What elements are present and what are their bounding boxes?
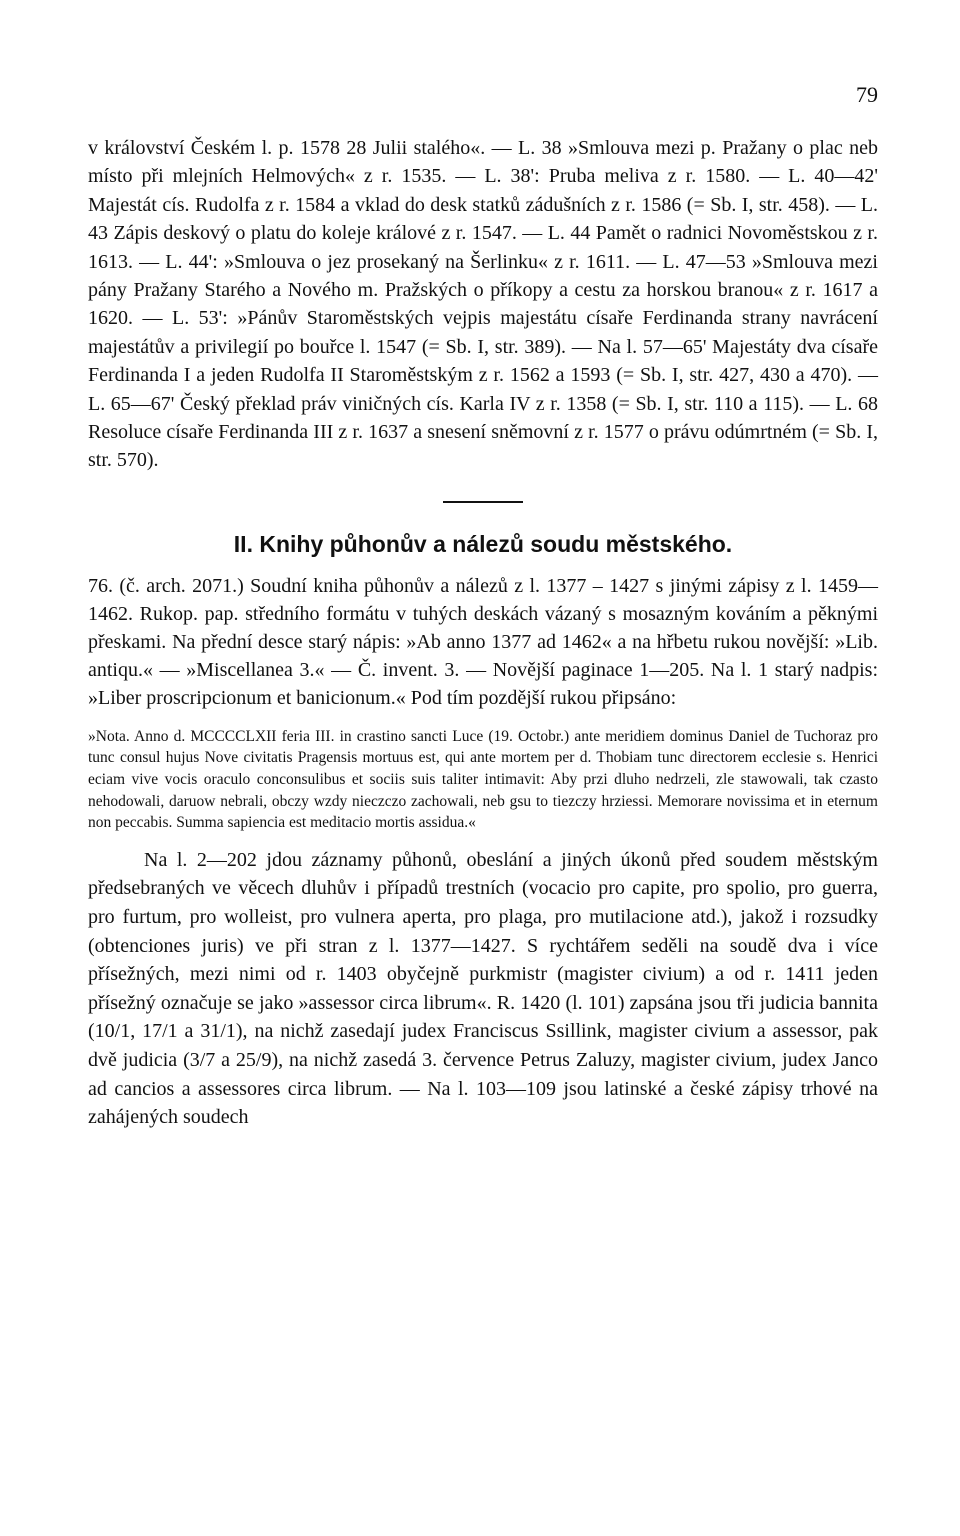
continuation-paragraph — [88, 134, 878, 475]
entry-76: 76. (č. arch. 2071.) Soudní kniha půhonův a nálezů z l. 1377 – 1427 s jinými zápisy z l. 1459—1462. Rukop. pap. středního formátu v tuhých deskách vázaný s mosazným kováním a pěknými přeskami. Na přední desce starý nápis: »Ab anno 1377 ad 1462« a na hřbetu rukou novější: »Lib. antiqu.« — »Miscellanea 3.« — Č. invent. 3. — Novější paginace 1—205. Na l. 1 starý nadpis: »Liber proscripcionum et banicionum.« Pod tím pozdější rukou připsáno: — [88, 574, 878, 709]
paragraph-text: v království Českém l. p. 1578 28 Julii stalého«. — L. 38 »Smlouva mezi p. Pražany o plac neb místo při mlejních Helmových« z r. 1535. — L. 38': Pruba meliva z r. 1580. — L. 40—42' Majestát cís. Rudolfa z r. 1584 a vklad do desk statků zádušních z r. 1586 (= Sb. I, str. 458). — L. 43 Zápis deskový o platu do koleje králové z r. 1547. — L. 44 Pamět o radnici Novoměstskou z r. 1613. — L. 44': »Smlouva o jez prosekaný na Šerlinku« z r. 1611. — L. 47—53 »Smlouva mezi pány Pražany Starého a Nového m. Pražských o příkopy a cestu za horskou branou« z r. 1617 a 1620. — L. 53': »Pánův Staroměstských vejpis majestátu císaře Ferdinanda strany navrácení majestátův a privilegií po bouřce l. 1547 (= Sb. I, str. 389). — Na l. 57—65' Majestáty dva císaře Ferdinanda I a jeden Rudolfa II Staroměstským z r. 1562 a 1593 (= Sb. I, str. 427, 430 a 470). — L. 65—67' Český překlad práv viničných cís. Karla IV z r. 1358 (= Sb. I, str. 110 a 115). — L. 68 Resoluce císaře Ferdinanda III z r. 1637 a snesení sněmovní z r. 1577 o právu odúmrtném (= Sb. I, str. 570). — [88, 137, 878, 472]
paragraph-records: Na l. 2—202 jdou záznamy půhonů, obeslání a jiných úkonů před soudem městským předsebraných ve věcech dluhův i případů trestních (vocacio pro capite, pro spolio, pro guerra, pro furtum, pro wolleist, pro vulnera aperta, pro plaga, pro mutilacione atd.), jakož i rozsudky (obtenciones juris) ve při stran z l. 1377—1427. S rychtářem seděli na soudě dva i více přísežných, mezi nimi od r. 1403 obyčejně purkmistr (magister civium) a od r. 1411 jeden přísežný označuje se jako »assessor circa librum«. R. 1420 (l. 101) zapsána jsou tři judicia bannita (10/1, 17/1 a 31/1), na nichž zasedají judex Franciscus Ssillink, magister civium a assessor, pak dvě judicia (3/7 a 25/9), na nichž zasedá 3. července Petrus Zaluzy, magister civium, judex Janco ad cancios a assessores circa librum. — Na l. 103—109 jsou latinské a české zápisy trhové na zahájených soudech — [88, 848, 878, 1129]
book-page — [88, 82, 878, 1132]
section-divider — [443, 501, 523, 503]
section-heading: II. Knihy půhonův a nálezů soudu městského. — [233, 530, 733, 557]
latin-quote: »Nota. Anno d. MCCCCLXII feria III. in crastino sancti Luce (19. Octobr.) ante meridiem dominus Daniel de Tuchoraz pro tunc consul hujus Nove civitatis Pragensis mortuus est, qui ante mortem per d. Thobiam tunc directorem ecclesie s. Henrici eciam vive vocis oraculo conconsulibus et sociis suis taliter intimavit: Aby przi dluho nedrzeli, zle stawowali, tak czasto nehodowali, daruow nebrali, obczy wzdy nieczczo zachowali, neb gsu to tiezczy hrziessi. Memorare novissima et in eternum non peccabis. Summa sapiencia est meditacio mortis assidua.« — [88, 727, 878, 832]
page-number: 79 — [856, 82, 878, 107]
